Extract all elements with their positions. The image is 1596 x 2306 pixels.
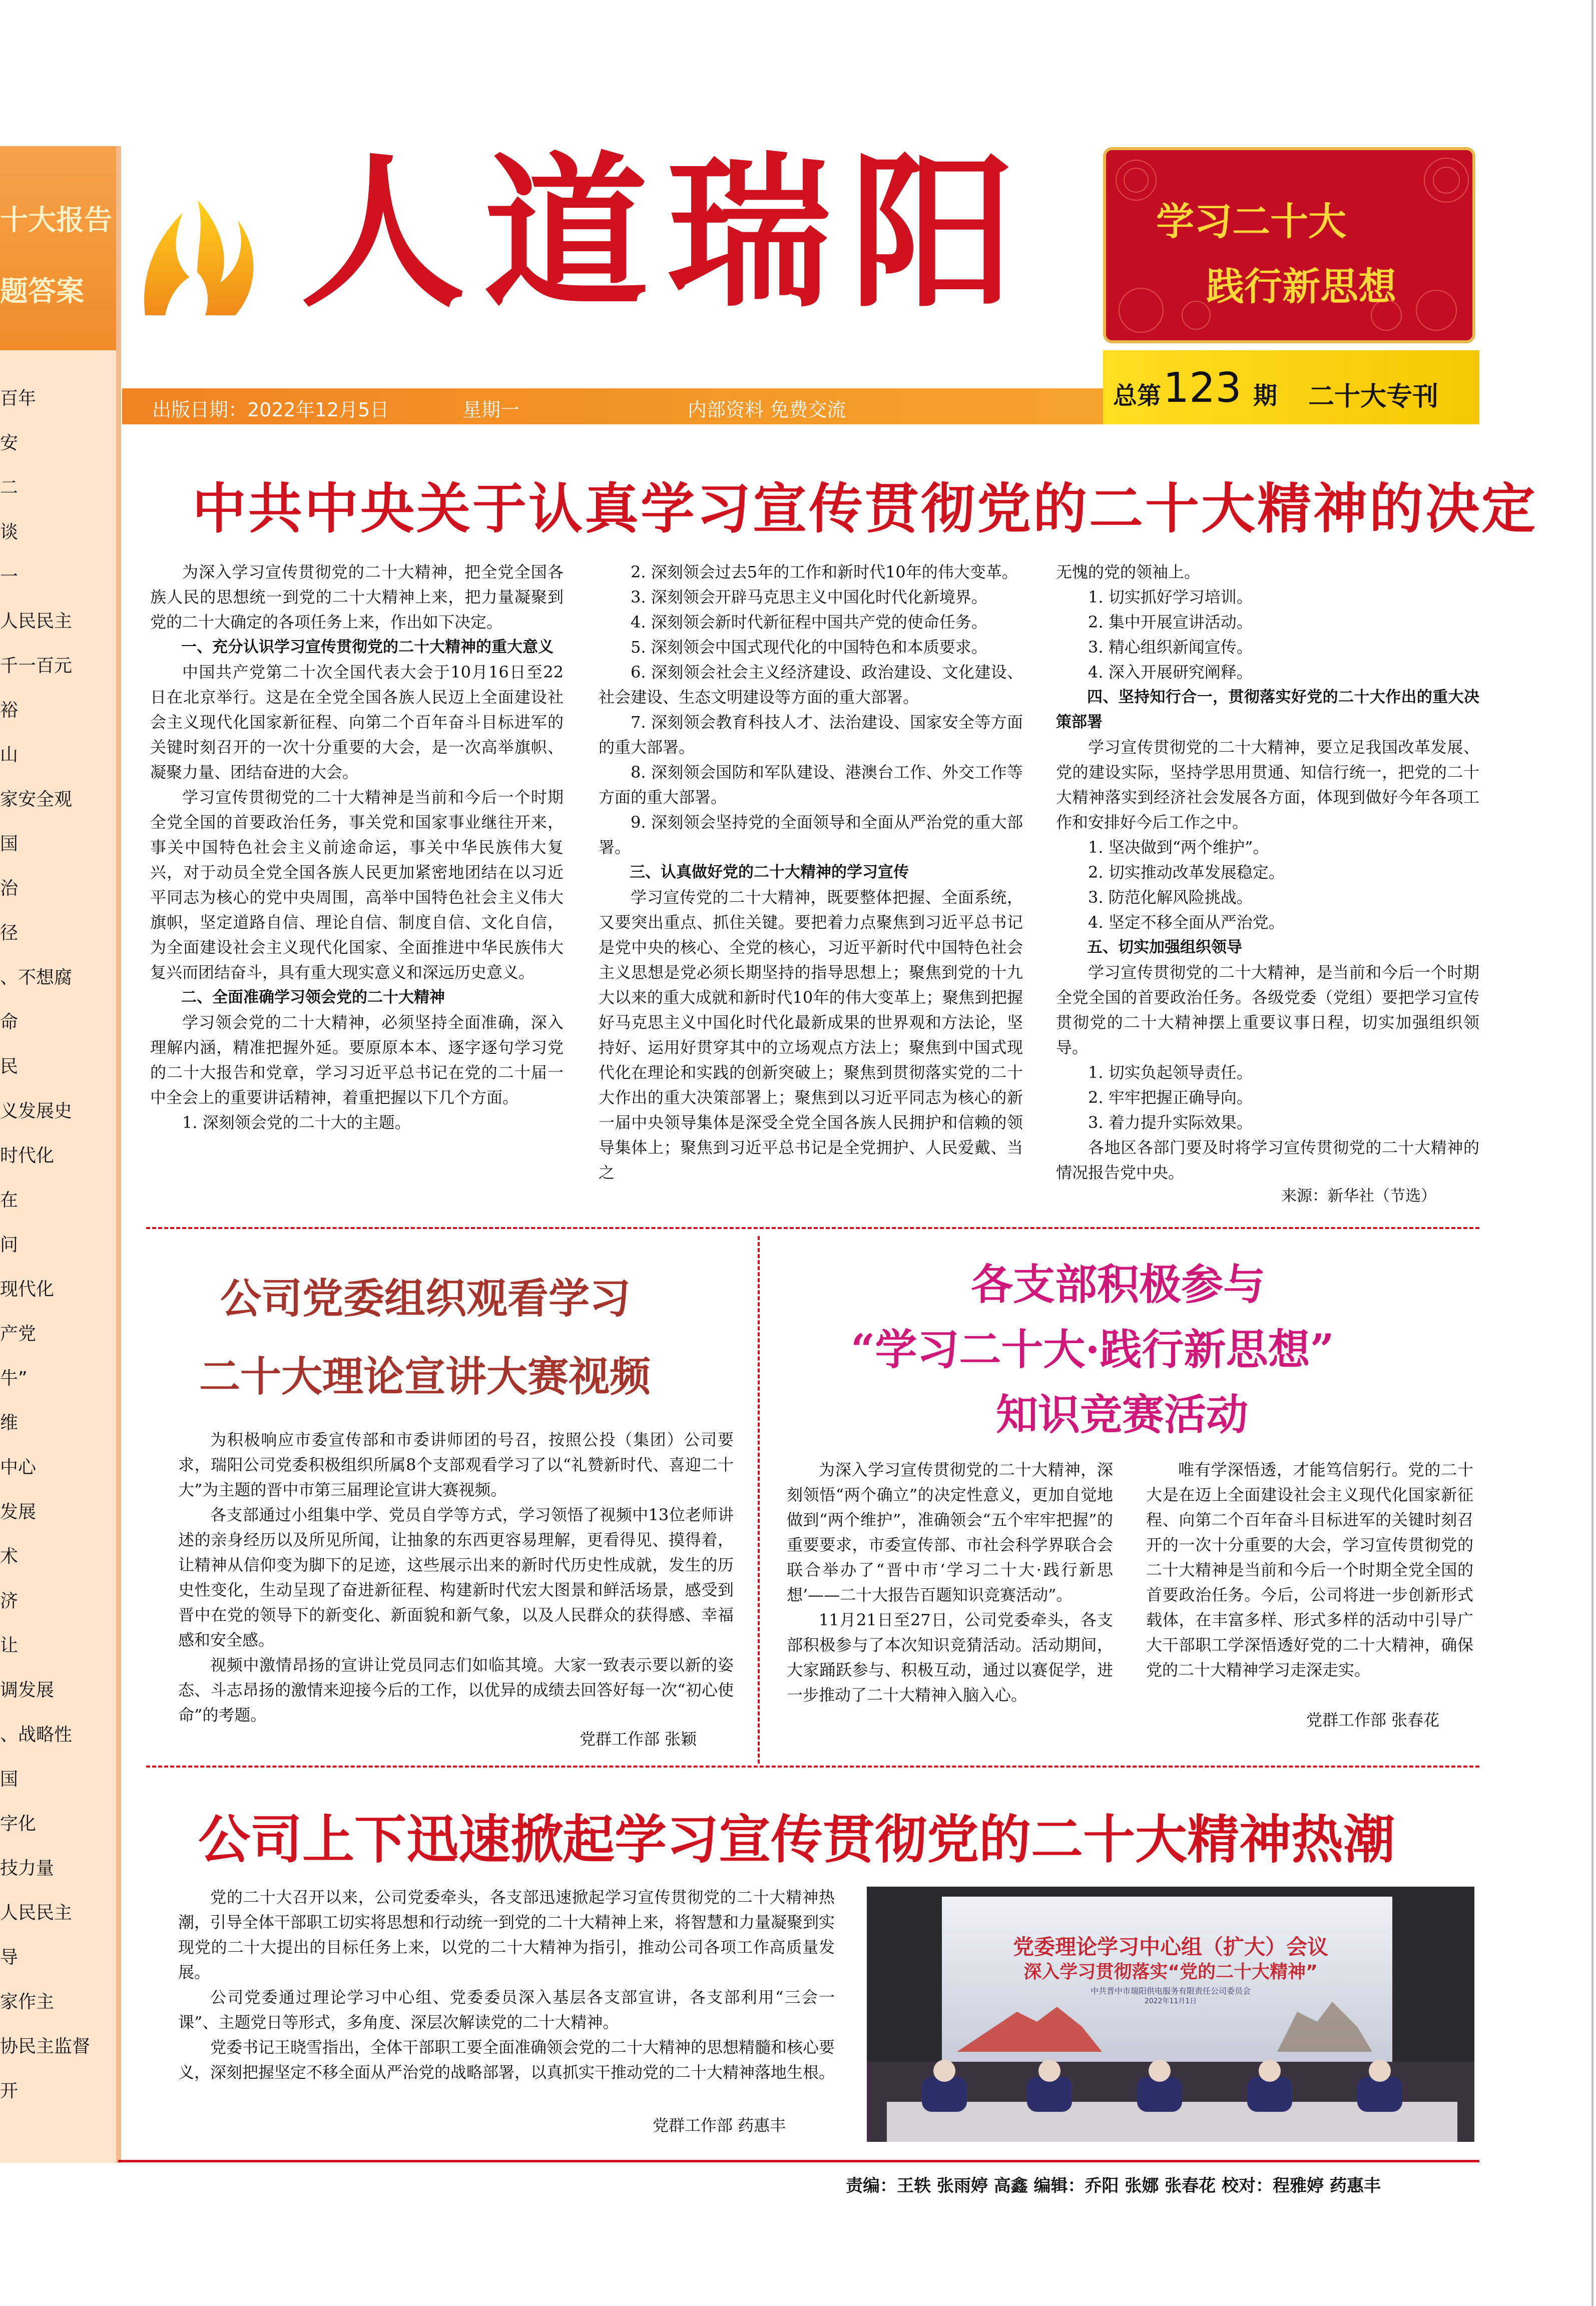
list-item: 7. 深刻领会教育科技人才、法治建设、国家安全等方面的重大部署。 — [599, 713, 1023, 757]
list-item: 8. 深刻领会国防和军队建设、港澳台工作、外交工作等方面的重大部署。 — [599, 763, 1023, 807]
slogan-banner — [1103, 147, 1475, 343]
article-2-body — [178, 1427, 734, 1727]
article-3-byline: 党群工作部 张春花 — [1306, 1710, 1440, 1730]
paragraph: 学习宣传贯彻党的二十大精神是当前和今后一个时期全党全国的首要政治任务，事关党和国家事业继往开来，事关中国特色社会主义前途命运，事关中华民族伟大复兴，对于动员全党全国各族人民更加紧密地团结在以习近平同志为核心的党中央周围，高举中国特色社会主义伟大旗帜，坚定道路自信、理论自信、制度自信、文化自信，为全面建设社会主义现代化国家、全面推进中华民族伟大复兴而团结奋斗，具有重大现实意义和深远历史意义。 — [150, 788, 564, 982]
section-heading: 二、全面准确学习领会党的二十大精神 — [181, 988, 445, 1006]
left-strip-item: 让 — [0, 1635, 19, 1656]
list-item: 2. 深刻领会过去5年的工作和新时代10年的伟大变革。 — [631, 562, 1018, 582]
list-item: 3. 精心组织新闻宣传。 — [1088, 638, 1253, 657]
bottom-rule — [118, 2160, 1479, 2162]
photo-banner-line-2: 深入学习贯彻落实“党的二十大精神” — [1023, 1962, 1318, 1982]
left-strip-item: 家作主 — [0, 1992, 55, 2012]
left-strip-item: 人民民主 — [0, 1903, 73, 1923]
left-strip-item: 家安全观 — [0, 789, 73, 810]
list-item: 1. 坚决做到“两个维护”。 — [1088, 838, 1269, 857]
section-heading: 一、充分认识学习宣传贯彻党的二十大精神的重大意义 — [181, 638, 554, 656]
photo-banner-date: 2022年11月1日 — [1144, 1997, 1197, 2005]
paragraph: 各地区各部门要及时将学习宣传贯彻党的二十大精神的情况报告党中央。 — [1056, 1138, 1479, 1182]
paragraph: 学习宣传贯彻党的二十大精神，是当前和今后一个时期全党全国的首要政治任务。各级党委（党组）要把学习宣传贯彻党的二十大精神摆上重要议事日程，切实加强组织领导。 — [1056, 963, 1479, 1057]
paragraph: 为深入学习宣传贯彻党的二十大精神，把全党全国各族人民的思想统一到党的二十大精神上来，把力量凝聚到党的二十大确定的各项任务上来，作出如下决定。 — [150, 562, 564, 632]
article-1-column-1 — [150, 559, 564, 1135]
article-3-title-line-2: “学习二十大·践行新思想” — [851, 1325, 1334, 1374]
article-1-column-2 — [599, 559, 1023, 1185]
paragraph: 无愧的党的领袖上。 — [1056, 562, 1201, 582]
left-strip-item: 裕 — [0, 700, 19, 721]
left-strip-item: 国 — [0, 834, 19, 854]
article-4-body — [178, 1885, 835, 2085]
meeting-scene-image — [867, 1887, 1474, 2142]
left-strip-item: 径 — [0, 923, 19, 943]
weekday: 星期一 — [462, 399, 520, 421]
left-strip-fold — [116, 146, 121, 2163]
paragraph: 学习宣传贯彻党的二十大精神，要立足我国改革发展、党的建设实际，坚持学思用贯通、知信行统一，把党的二十大精神落实到经济社会发展各方面，体现到做好今年各项工作和安排好今后工作之中。 — [1056, 738, 1479, 832]
article-3-right-column — [1146, 1457, 1473, 1682]
left-strip-item: 二 — [0, 477, 19, 498]
article-4-headline: 公司上下迅速掀起学习宣传贯彻党的二十大精神热潮 — [198, 1809, 1396, 1870]
list-item: 3. 着力提升实际效果。 — [1088, 1113, 1253, 1132]
article-4-byline: 党群工作部 药惠丰 — [653, 2116, 786, 2135]
left-strip-head-line: 题答案 — [0, 275, 84, 308]
left-strip-item: 发展 — [0, 1502, 37, 1522]
article-1-column-3 — [1056, 559, 1479, 1185]
left-strip-item: 产党 — [0, 1324, 37, 1344]
publish-date: 出版日期：2022年12月5日 — [152, 399, 389, 421]
list-item: 3. 深刻领会开辟马克思主义中国化时代化新境界。 — [631, 588, 987, 607]
left-strip-item: 济 — [0, 1591, 19, 1611]
list-item: 4. 坚定不移全面从严治党。 — [1088, 913, 1285, 932]
left-strip-item: 安 — [0, 433, 19, 453]
left-strip-item: 调发展 — [0, 1680, 55, 1700]
issue-number: 123 — [1163, 364, 1242, 412]
list-item: 1. 切实抓好学习培训。 — [1088, 588, 1253, 607]
issue-suffix: 期 — [1253, 382, 1278, 410]
special-issue-label: 二十大专刊 — [1308, 382, 1439, 412]
list-item: 5. 深刻领会中国式现代化的中国特色和本质要求。 — [631, 638, 987, 657]
left-strip-item: 人民民主 — [0, 611, 73, 632]
paragraph: 唯有学深悟透，才能笃信躬行。党的二十大是在迈上全面建设社会主义现代化国家新征程、向第二个百年奋斗目标进军的关键时刻召开的一次十分重要的大会，学习宣传贯彻党的二十大精神是当前和今后一个时期全党全国的首要政治任务。今后，公司将进一步创新形式载体，在丰富多样、形式多样的活动中引导广大干部职工学深悟透好党的二十大精神，确保党的二十大精神学习走深走实。 — [1146, 1460, 1473, 1679]
list-item: 4. 深刻领会新时代新征程中国共产党的使命任务。 — [631, 613, 987, 632]
list-item: 4. 深入开展研究阐释。 — [1088, 663, 1253, 682]
section-heading: 四、坚持知行合一，贯彻落实好党的二十大作出的重大决策部署 — [1056, 688, 1479, 731]
paragraph: 公司党委通过理论学习中心组、党委委员深入基层各支部宣讲，各支部利用“三会一课”、主题党日等形式，多角度、深层次解读党的二十大精神。 — [178, 1988, 835, 2032]
flame-logo-icon — [135, 165, 260, 315]
section-divider — [146, 1227, 1479, 1229]
paragraph: 各支部通过小组集中学、党员自学等方式，学习领悟了视频中13位老师讲述的亲身经历以及所见所闻，让抽象的东西更容易理解，更看得见、摸得着，让精神从信仰变为脚下的足迹，这些展示出来的新时代历史性成就，发生的历史性变化，生动呈现了奋进新征程、构建新时代宏大图景和鲜活场景，感受到晋中在党的领导下的新变化、新面貌和新气象，以及人民群众的获得感、幸福感和安全感。 — [178, 1505, 734, 1649]
meeting-photo — [867, 1887, 1474, 2142]
paragraph: 党的二十大召开以来，公司党委牵头，各支部迅速掀起学习宣传贯彻党的二十大精神热潮，引导全体干部职工切实将思想和行动统一到党的二十大精神上来，将智慧和力量凝聚到实现党的二十大提出的目标任务上来，以党的二十大精神为指引，推动公司各项工作高质量发展。 — [178, 1888, 835, 1982]
left-strip-head-line: 十大报告 — [0, 204, 112, 237]
left-strip-header — [0, 146, 118, 350]
paragraph: 学习宣传党的二十大精神，既要整体把握、全面系统，又要突出重点、抓住关键。要把着力点聚焦到习近平总书记是党中央的核心、全党的核心，习近平新时代中国特色社会主义思想是党必须长期坚持的指导思想上；聚焦到党的十九大以来的重大成就和新时代10年的伟大变革上；聚焦到把握好马克思主义中国化时代化最新成果的世界观和方法论，坚持好、运用好贯穿其中的立场观点方法上；聚焦到中国式现代化在理论和实践的创新突破上；聚焦到贯彻落实党的二十大作出的重大决策部署上；聚焦到以习近平同志为核心的新一届中央领导集体是深受全党全国各族人民拥护和信赖的领导集体上；聚焦到习近平总书记是全党拥护、人民爱戴、当之 — [599, 888, 1023, 1182]
left-strip-item: 维 — [0, 1413, 19, 1433]
paragraph: 为积极响应市委宣传部和市委讲师团的号召，按照公投（集团）公司要求，瑞阳公司党委积极组织所属8个支部观看学习了以“礼赞新时代、喜迎二十大”为主题的晋中市第三届理论宣讲大赛视频。 — [178, 1430, 734, 1499]
section-divider — [146, 1766, 1479, 1768]
left-strip-item: 命 — [0, 1012, 19, 1032]
article-2-byline: 党群工作部 张颖 — [580, 1730, 697, 1749]
list-item: 1. 深刻领会党的二十大的主题。 — [182, 1113, 411, 1132]
paragraph: 中国共产党第二十次全国代表大会于10月16日至22日在北京举行。这是在全党全国各族人民迈上全面建设社会主义现代化国家新征程、向第二个百年奋斗目标进军的关键时刻召开的一次十分重要的大会，是一次高举旗帜、凝聚力量、团结奋进的大会。 — [150, 663, 564, 782]
left-strip-item: 时代化 — [0, 1145, 55, 1166]
paragraph: 11月21日至27日，公司党委牵头，各支部积极参与了本次知识竞猜活动。活动期间，大家踊跃参与、积极互动，通过以赛促学，进一步推动了二十大精神入脑入心。 — [787, 1610, 1113, 1704]
editorial-credits: 责编：王轶 张雨婷 高鑫 编辑：乔阳 张娜 张春花 校对：程雅婷 药惠丰 — [846, 2176, 1381, 2196]
article-1-source: 来源：新华社（节选） — [1281, 1187, 1436, 1205]
left-strip-item: 字化 — [0, 1814, 37, 1834]
left-strip-item: 中心 — [0, 1457, 37, 1478]
list-item: 2. 牢牢把握正确导向。 — [1088, 1088, 1253, 1107]
left-strip-item: 治 — [0, 878, 19, 899]
left-strip-item: 牛” — [0, 1368, 28, 1389]
list-item: 2. 切实推动改革发展稳定。 — [1088, 863, 1285, 882]
list-item: 1. 切实负起领导责任。 — [1088, 1063, 1253, 1082]
page-edge — [1591, 0, 1593, 2306]
paragraph: 党委书记王晓雪指出，全体干部职工要全面准确领会党的二十大精神的思想精髓和核心要义，深刻把握坚定不移全面从严治党的战略部署，以真抓实干推动党的二十大精神落地生根。 — [178, 2038, 835, 2082]
left-strip-item: 导 — [0, 1947, 19, 1968]
left-strip-item: 协民主监督 — [0, 2036, 91, 2057]
left-strip-item: 义发展史 — [0, 1101, 73, 1121]
info-bar — [122, 388, 1103, 424]
article-3-title-line-3: 知识竞赛活动 — [996, 1390, 1249, 1439]
slogan-line-2: 践行新思想 — [1206, 264, 1396, 309]
section-heading: 三、认真做好党的二十大精神的学习宣传 — [630, 863, 909, 881]
left-strip-item: 开 — [0, 2081, 19, 2101]
article-2-title-line-1: 公司党委组织观看学习 — [220, 1275, 631, 1323]
left-strip-item: 、不想腐 — [0, 967, 73, 988]
left-strip-item: 民 — [0, 1056, 19, 1077]
section-heading: 五、切实加强组织领导 — [1087, 938, 1242, 956]
left-strip-item: 技力量 — [0, 1858, 55, 1879]
left-strip-item: 术 — [0, 1546, 19, 1567]
list-item: 3. 防范化解风险挑战。 — [1088, 888, 1253, 907]
article-3-left-column — [787, 1457, 1113, 1707]
photo-banner-line-1: 党委理论学习中心组（扩大）会议 — [1012, 1935, 1328, 1959]
left-strip-item: 千一百元 — [0, 656, 73, 676]
left-strip-item: 问 — [0, 1235, 19, 1255]
article-1-headline: 中共中央关于认真学习宣传贯彻党的二十大精神的决定 — [192, 478, 1538, 540]
left-strip-item: 一 — [0, 566, 19, 587]
left-strip-item: 谈 — [0, 522, 19, 542]
list-item: 2. 集中开展宣讲活动。 — [1088, 613, 1253, 632]
slogan-line-1: 学习二十大 — [1156, 199, 1346, 244]
left-strip-item: 山 — [0, 745, 19, 765]
list-item: 9. 深刻领会坚持党的全面领导和全面从严治党的重大部署。 — [599, 813, 1023, 857]
left-strip-item: 现代化 — [0, 1279, 55, 1300]
list-item: 6. 深刻领会社会主义经济建设、政治建设、文化建设、社会建设、生态文明建设等方面的重大部署。 — [599, 663, 1023, 707]
issue-prefix: 总第 — [1113, 382, 1162, 410]
column-divider — [758, 1236, 760, 1764]
article-2-title-line-2: 二十大理论宣讲大赛视频 — [199, 1353, 651, 1401]
paragraph: 视频中激情昂扬的宣讲让党员同志们如临其境。大家一致表示要以新的姿态、斗志昂扬的激情来迎接今后的工作，以优异的成绩去回答好每一次“初心使命”的考题。 — [178, 1655, 734, 1724]
issue-box — [1103, 350, 1479, 424]
left-strip-item: 国 — [0, 1769, 19, 1790]
article-3-title-line-1: 各支部积极参与 — [971, 1260, 1266, 1309]
paragraph: 为深入学习宣传贯彻党的二十大精神，深刻领悟“两个确立”的决定性意义，更加自觉地做到“两个维护”，准确领会“五个牢牢把握”的重要要求，市委宣传部、市社会科学界联合会联合举办了“晋中市‘学习二十大·践行新思想’——二十大报告百题知识竞赛活动”。 — [787, 1460, 1113, 1604]
masthead-title: 人道瑞阳 — [300, 136, 1033, 330]
left-strip-item: 在 — [0, 1190, 19, 1211]
left-strip-item: 百年 — [0, 388, 37, 409]
photo-banner-org: 中共晋中市瑞阳供电服务有限责任公司委员会 — [1090, 1986, 1251, 1996]
internal-note: 内部资料 免费交流 — [688, 399, 846, 421]
left-strip-item: 、战略性 — [0, 1724, 73, 1745]
paragraph: 学习领会党的二十大精神，必须坚持全面准确，深入理解内涵，精准把握外延。要原原本本、逐字逐句学习党的二十大报告和党章，学习习近平总书记在党的二十届一中全会上的重要讲话精神，着重把握以下几个方面。 — [150, 1013, 564, 1107]
